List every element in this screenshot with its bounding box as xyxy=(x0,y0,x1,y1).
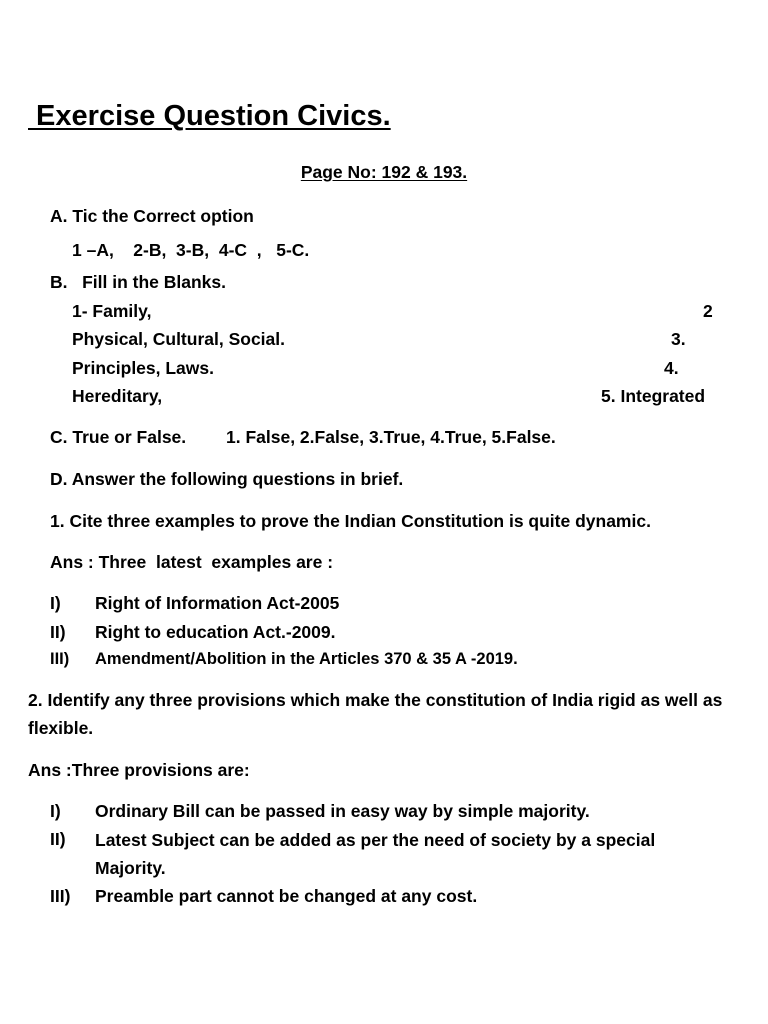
list-item-text: Right to education Act.-2009. xyxy=(95,622,336,642)
list-item xyxy=(50,829,730,882)
section-c-answers: 1. False, 2.False, 3.True, 4.True, 5.False. xyxy=(226,427,556,447)
section-b-heading: B. Fill in the Blanks. xyxy=(50,272,226,292)
list-item xyxy=(50,650,518,669)
blank-2-answer: Physical, Cultural, Social. xyxy=(72,329,285,349)
blank-5-answer: 5. Integrated xyxy=(601,386,706,406)
list-item xyxy=(50,886,477,907)
blank-4-number: 4. xyxy=(664,358,679,378)
list-item xyxy=(50,622,336,643)
section-a-answers: 1 –A, 2-B, 3-B, 4-C , 5-C. xyxy=(72,240,310,260)
section-d-heading: D. Answer the following questions in brief. xyxy=(50,469,404,489)
list-item-number: III) xyxy=(50,886,71,906)
question-2: 2. Identify any three provisions which make the constitution of India rigid as well as flexible. xyxy=(28,690,723,738)
list-item xyxy=(50,801,590,822)
list-item-number: II) xyxy=(50,622,66,642)
list-item-text: Preamble part cannot be changed at any cost. xyxy=(95,886,478,906)
list-item xyxy=(50,593,339,614)
list-item-text: Right of Information Act-2005 xyxy=(95,593,340,613)
question-1: 1. Cite three examples to prove the Indian Constitution is quite dynamic. xyxy=(50,511,651,531)
blank-2-number: 2 xyxy=(703,301,713,321)
list-item-text: Ordinary Bill can be passed in easy way by simple majority. xyxy=(95,801,590,821)
list-item-number: I) xyxy=(50,801,61,821)
section-a-heading: A. Tic the Correct option xyxy=(50,206,254,226)
list-item-number: III) xyxy=(50,650,70,668)
list-item-number: I) xyxy=(50,593,61,613)
section-c-heading: C. True or False. xyxy=(50,427,187,447)
page-number: Page No: 192 & 193. xyxy=(300,162,468,182)
blank-3-number: 3. xyxy=(671,329,686,349)
page-title: Exercise Question Civics. xyxy=(28,100,391,132)
list-item-text: Amendment/Abolition in the Articles 370 & 35 A -2019. xyxy=(95,650,518,668)
question-1-answer-intro: Ans : Three latest examples are : xyxy=(50,552,334,572)
question-2-answer-intro: Ans :Three provisions are: xyxy=(28,760,250,780)
blank-1-answer: 1- Family, xyxy=(72,301,152,321)
blank-3-answer: Principles, Laws. xyxy=(72,358,214,378)
list-item-number: II) xyxy=(50,829,66,849)
list-item-text: Latest Subject can be added as per the need of society by a special Majority. xyxy=(95,830,656,878)
blank-4-answer: Hereditary, xyxy=(72,386,163,406)
